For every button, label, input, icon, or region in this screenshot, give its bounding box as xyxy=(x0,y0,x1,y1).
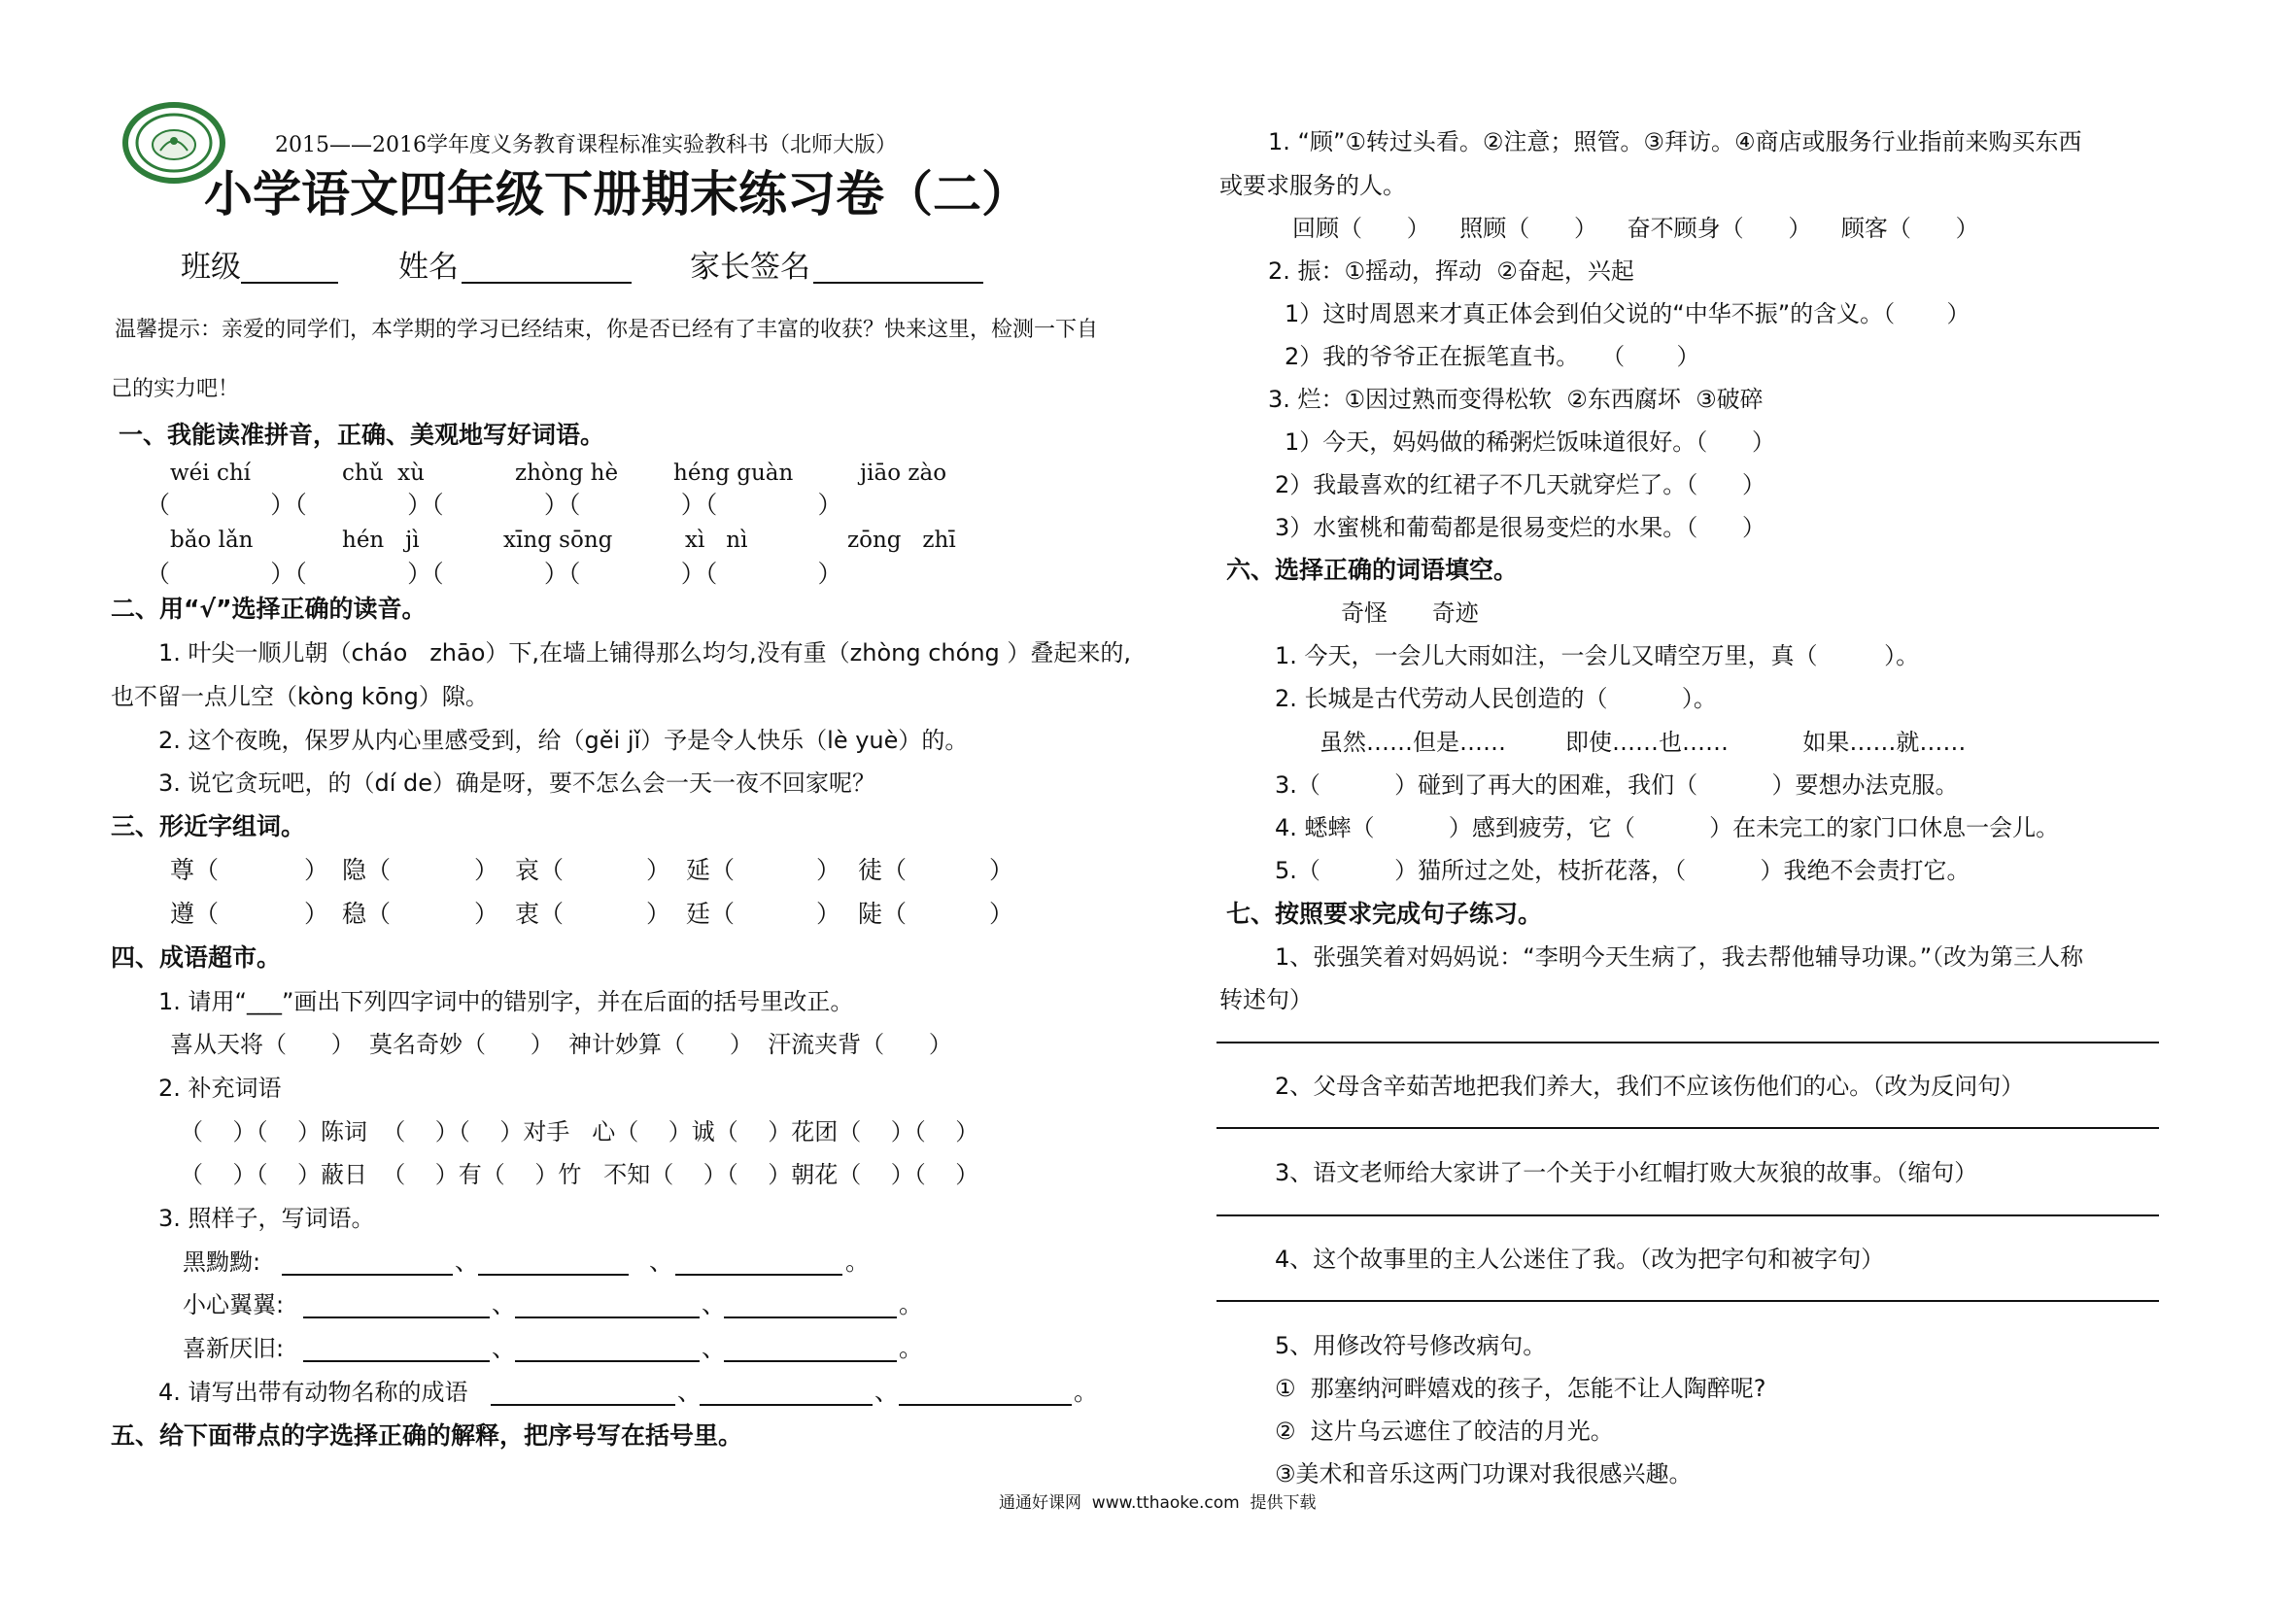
r-question-1-items: 回顾（ ） 照顾（ ） 奋不顾身（ ） 顾客（ ） xyxy=(1292,215,1979,242)
left-column xyxy=(0,0,1147,1607)
paren-close: ） xyxy=(989,856,1014,884)
s2-question-1b: 也不留一点儿空（kòng kōng）隙。 xyxy=(111,683,489,710)
s2-question-1a: 1. 叶尖一顺儿朝（cháo zhāo）下,在墙上铺得那么均匀,没有重（zhòng chóng ）叠起来的, xyxy=(158,639,1132,667)
answer-line[interactable] xyxy=(724,1360,897,1362)
section-6-heading: 六、选择正确的词语填空。 xyxy=(1226,556,1519,584)
paren-close: ） xyxy=(474,856,499,884)
paren-close: ） xyxy=(816,900,841,928)
r-question-3-1: 1）今天，妈妈做的稀粥烂饭味道很好。（ ） xyxy=(1285,428,1776,456)
section-2-heading: 二、用“√”选择正确的读音。 xyxy=(111,595,427,623)
s2-question-2: 2. 这个夜晚，保罗从内心里感受到，给（gěi jǐ）予是令人快乐（lè yuè）的。 xyxy=(158,727,969,754)
paren-close: ） xyxy=(474,900,499,928)
pinyin-2: chǔ xù xyxy=(342,461,425,486)
paren-close: ） xyxy=(646,900,671,928)
r-question-1a: 1. “顾”①转过头看。②注意；照管。③拜访。④商店或服务行业指前来购买东西 xyxy=(1268,128,2082,155)
period: 。 xyxy=(899,1334,924,1362)
subtitle: 2015——2016学年度义务教育课程标准实验教科书（北师大版） xyxy=(275,133,897,157)
answer-line-4[interactable] xyxy=(1217,1300,2159,1302)
answer-line[interactable] xyxy=(724,1316,897,1318)
s4-idiom-errors: 喜从天将（ ） 莫名奇妙（ ） 神计妙算（ ） 汗流夹背（ ） xyxy=(170,1031,952,1058)
class-label: 班级 xyxy=(181,250,241,285)
separator: 、 xyxy=(874,1378,900,1406)
class-field[interactable] xyxy=(241,282,338,284)
separator: 、 xyxy=(455,1248,480,1276)
r-question-2-2: 2）我的爷爷正在振笔直书。 （ ） xyxy=(1285,343,1700,370)
s7-sentence-1: ① 那塞纳河畔嬉戏的孩子，怎能不让人陶醉呢? xyxy=(1275,1375,1766,1402)
s7-sentence-2: ② 这片乌云遮住了皎洁的月光。 xyxy=(1275,1418,1614,1445)
footer-credit: 通通好课网 www.tthaoke.com 提供下载 xyxy=(999,1493,1317,1513)
paren-close: ） xyxy=(989,900,1014,928)
answer-line[interactable] xyxy=(899,1404,1072,1406)
section-4-heading: 四、成语超市。 xyxy=(111,943,282,972)
r-question-3: 3. 烂：①因过熟而变得松软 ②东西腐坏 ③破碎 xyxy=(1268,386,1764,413)
r-question-2-1: 1）这时周恩来才真正体会到伯父说的“中华不振”的含义。（ ） xyxy=(1285,300,1970,327)
r-question-3-3: 3）水蜜桃和葡萄都是很易变烂的水果。（ ） xyxy=(1275,514,1766,541)
s6-question-5: 5.（ ）猫所过之处，枝折花落，（ ）我绝不会责打它。 xyxy=(1275,857,1970,884)
pinyin-10: zōng zhī xyxy=(847,528,956,553)
s7-question-5: 5、用修改符号修改病句。 xyxy=(1275,1332,1547,1359)
s7-sentence-3: ③美术和音乐这两门功课对我很感兴趣。 xyxy=(1275,1460,1693,1487)
pinyin-9: xì nì xyxy=(685,528,748,553)
section-1-heading: 一、我能读准拼音，正确、美观地写好词语。 xyxy=(119,421,605,449)
pinyin-8: xīng sōng xyxy=(503,528,613,553)
answer-line[interactable] xyxy=(303,1316,490,1318)
similar-char-7: 稳（ xyxy=(342,900,392,928)
answer-line[interactable] xyxy=(700,1404,873,1406)
answer-line[interactable] xyxy=(675,1274,842,1276)
separator: 、 xyxy=(702,1334,727,1362)
similar-char-9: 廷（ xyxy=(686,900,736,928)
separator: 、 xyxy=(492,1334,517,1362)
s4-fill-row-1: （ ）（ ）陈词 （ ）（ ）对手 心（ ）诚（ ）花团（ ）（ ） xyxy=(180,1118,979,1145)
similar-char-1: 尊（ xyxy=(170,856,220,884)
r-question-2: 2. 振：①摇动，挥动 ②奋起，兴起 xyxy=(1268,257,1634,285)
answer-line[interactable] xyxy=(515,1360,700,1362)
s4-question-4: 4. 请写出带有动物名称的成语 xyxy=(158,1379,468,1406)
pinyin-1: wéi chí xyxy=(170,461,252,486)
s2-question-3: 3. 说它贪玩吧，的（dí de）确是呀，要不怎么会一天一夜不回家呢？ xyxy=(158,769,876,797)
s6-word-bank-2: 虽然……但是…… 即使……也…… 如果……就…… xyxy=(1319,729,1967,756)
answer-line[interactable] xyxy=(282,1274,453,1276)
parent-signature-label: 家长签名 xyxy=(690,250,810,285)
name-field[interactable] xyxy=(462,282,632,284)
answer-line[interactable] xyxy=(515,1316,700,1318)
answer-parens-row-2[interactable]: （ ）（ ）（ ）（ ）（ ） xyxy=(146,560,842,588)
right-column xyxy=(1147,0,2296,1607)
paren-close: ） xyxy=(646,856,671,884)
separator: 、 xyxy=(677,1378,703,1406)
similar-char-6: 遵（ xyxy=(170,900,220,928)
paren-close: ） xyxy=(304,856,329,884)
separator: 、 xyxy=(649,1248,674,1276)
name-label: 姓名 xyxy=(398,250,459,285)
period: 。 xyxy=(899,1290,924,1318)
answer-line-2[interactable] xyxy=(1217,1127,2159,1129)
s7-question-1b: 转述句） xyxy=(1219,986,1313,1013)
answer-line[interactable] xyxy=(303,1360,490,1362)
r-question-1b: 或要求服务的人。 xyxy=(1219,172,1406,199)
pinyin-6: bǎo lǎn xyxy=(170,528,254,553)
s7-question-4: 4、这个故事里的主人公迷住了我。（改为把字句和被字句） xyxy=(1275,1246,1885,1273)
similar-char-5: 徒（ xyxy=(858,856,908,884)
pinyin-7: hén jì xyxy=(342,528,420,553)
paren-close: ） xyxy=(304,900,329,928)
s6-question-3: 3.（ ）碰到了再大的困难，我们（ ）要想办法克服。 xyxy=(1275,771,1959,799)
s4-fill-row-2: （ ）（ ）蔽日 （ ）有（ ）竹 不知（ ）（ ）朝花（ ）（ ） xyxy=(180,1161,979,1188)
similar-char-10: 陡（ xyxy=(858,900,908,928)
answer-line[interactable] xyxy=(478,1274,629,1276)
section-3-heading: 三、形近字组词。 xyxy=(111,812,306,840)
period: 。 xyxy=(1074,1378,1099,1406)
r-question-3-2: 2）我最喜欢的红裙子不几天就穿烂了。（ ） xyxy=(1275,471,1766,498)
s4-question-2: 2. 补充词语 xyxy=(158,1075,282,1102)
similar-char-4: 延（ xyxy=(686,856,736,884)
answer-line[interactable] xyxy=(491,1404,675,1406)
similar-char-2: 隐（ xyxy=(342,856,392,884)
similar-char-3: 哀（ xyxy=(515,856,565,884)
s4-example-2: 小心翼翼: xyxy=(183,1291,285,1318)
period: 。 xyxy=(845,1248,871,1276)
s7-question-1a: 1、张强笑着对妈妈说：“李明今天生病了，我去帮他辅导功课。”（改为第三人称 xyxy=(1275,943,2084,971)
pinyin-3: zhòng hè xyxy=(515,461,619,486)
s4-example-3: 喜新厌旧: xyxy=(183,1335,285,1362)
s4-question-3: 3. 照样子，写词语。 xyxy=(158,1205,375,1232)
separator: 、 xyxy=(492,1290,517,1318)
tip-line-2: 己的实力吧！ xyxy=(111,377,240,401)
s6-question-4: 4. 蟋蟀（ ）感到疲劳，它（ ）在未完工的家门口休息一会儿。 xyxy=(1275,814,2060,841)
paren-close: ） xyxy=(816,856,841,884)
section-5-heading: 五、给下面带点的字选择正确的解释，把序号写在括号里。 xyxy=(111,1421,743,1450)
answer-line-1[interactable] xyxy=(1217,1042,2159,1043)
pinyin-5: jiāo zào xyxy=(860,461,947,486)
s7-question-3: 3、语文老师给大家讲了一个关于小红帽打败大灰狼的故事。（缩句） xyxy=(1275,1159,1978,1186)
separator: 、 xyxy=(702,1290,727,1318)
page-title: 小学语文四年级下册期末练习卷（二） xyxy=(204,166,1030,222)
parent-signature-field[interactable] xyxy=(813,282,983,284)
s7-question-2: 2、父母含辛茹苦地把我们养大，我们不应该伤他们的心。（改为反问句） xyxy=(1275,1073,2025,1100)
answer-parens-row-1[interactable]: （ ）（ ）（ ）（ ）（ ） xyxy=(146,491,842,519)
s6-word-bank-1: 奇怪 奇迹 xyxy=(1341,599,1479,627)
pinyin-4: héng guàn xyxy=(673,461,794,486)
s4-example-1: 黑黝黝: xyxy=(183,1248,261,1276)
s6-question-2: 2. 长城是古代劳动人民创造的（ ）。 xyxy=(1275,685,1717,712)
tip-line-1: 温馨提示：亲爱的同学们，本学期的学习已经结束，你是否已经有了丰富的收获？快来这里，检测一下自 xyxy=(115,318,1099,342)
s6-question-1: 1. 今天，一会儿大雨如注，一会儿又晴空万里，真（ ）。 xyxy=(1275,642,1920,669)
similar-char-8: 衷（ xyxy=(515,900,565,928)
answer-line-3[interactable] xyxy=(1217,1214,2159,1216)
section-7-heading: 七、按照要求完成句子练习。 xyxy=(1226,900,1543,928)
s4-question-1: 1. 请用“___”画出下列四字词中的错别字，并在后面的括号里改正。 xyxy=(158,988,854,1015)
